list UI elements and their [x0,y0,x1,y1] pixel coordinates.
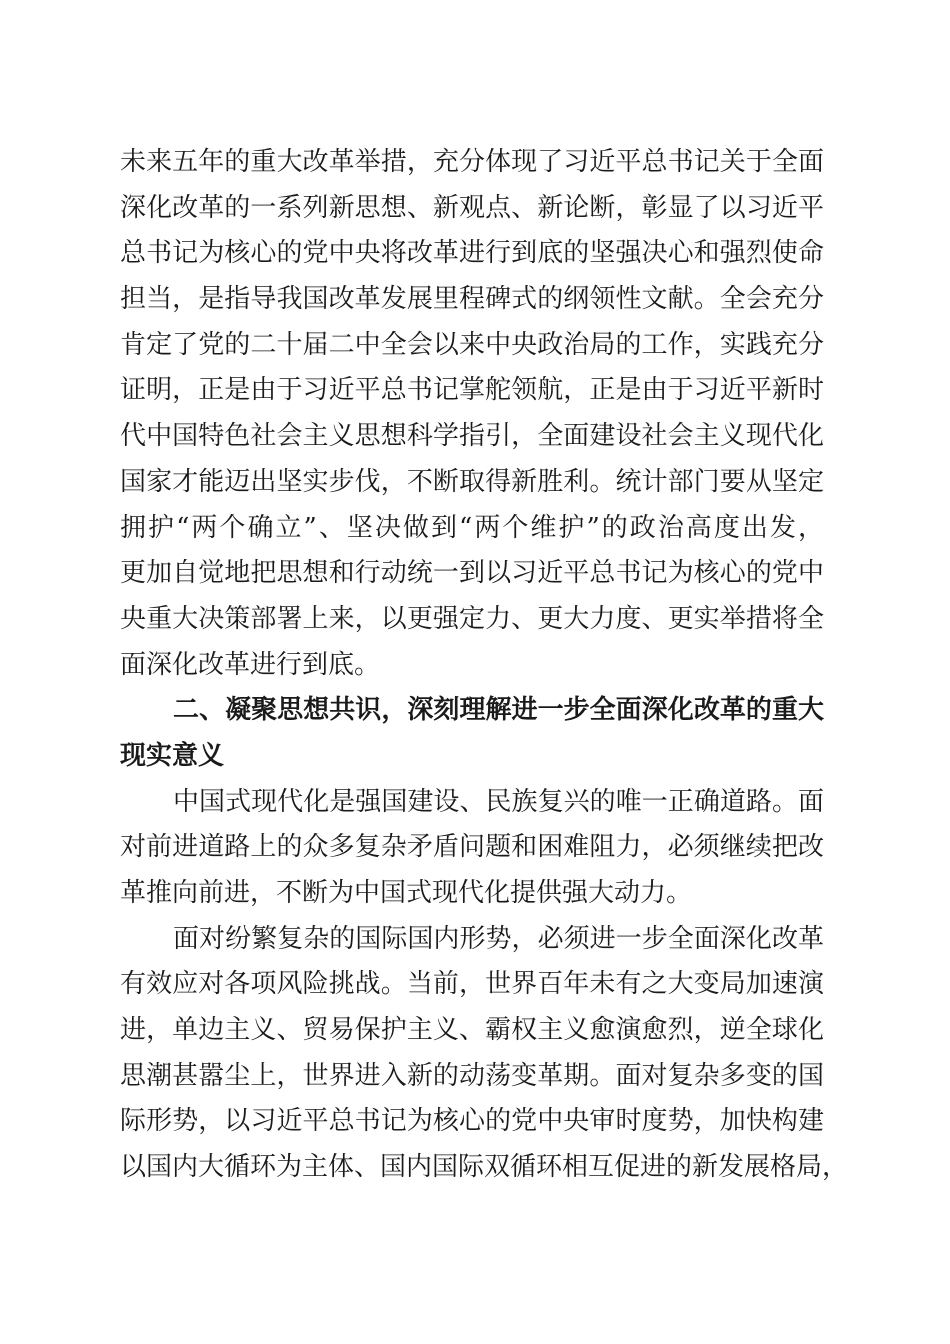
paragraph-line: 证明，正是由于习近平总书记掌舵领航，正是由于习近平新时 [120,375,824,406]
paragraph-line: 总书记为核心的党中央将改革进行到底的坚强决心和强烈使命 [120,238,824,269]
section-heading-line: 现实意义 [120,740,225,771]
paragraph-line: 深化改革的一系列新思想、新观点、新论断，彰显了以习近平 [120,192,824,223]
paragraph-line: 对前进道路上的众多复杂矛盾问题和困难阻力，必须继续把改 [120,832,824,863]
paragraph-line: 中国式现代化是强国建设、民族复兴的唯一正确道路。面 [173,786,824,817]
section-heading-line: 二、凝聚思想共识，深刻理解进一步全面深化改革的重大 [173,695,824,726]
paragraph-line: 面深化改革进行到底。 [120,649,381,680]
paragraph-line: 思潮甚嚣尘上，世界进入新的动荡变革期。面对复杂多变的国 [120,1060,824,1091]
paragraph-line: 拥护“两个确立”、坚决做到“两个维护”的政治高度出发， [120,512,824,543]
paragraph-line: 以国内大循环为主体、国内国际双循环相互促进的新发展格局， [120,1152,849,1183]
paragraph-line: 央重大决策部署上来，以更强定力、更大力度、更实举措将全 [120,603,824,634]
paragraph-line: 担当，是指导我国改革发展里程碑式的纲领性文献。全会充分 [120,284,824,315]
paragraph-line: 国家才能迈出坚实步伐，不断取得新胜利。统计部门要从坚定 [120,466,824,497]
paragraph-line: 有效应对各项风险挑战。当前，世界百年未有之大变局加速演 [120,969,824,1000]
paragraph-line: 际形势，以习近平总书记为核心的党中央审时度势，加快构建 [120,1106,824,1137]
paragraph-line: 代中国特色社会主义思想科学指引，全面建设社会主义现代化 [120,421,824,452]
paragraph-line: 面对纷繁复杂的国际国内形势，必须进一步全面深化改革 [173,923,824,954]
paragraph-line: 肯定了党的二十届二中全会以来中央政治局的工作，实践充分 [120,329,824,360]
document-body [120,140,849,1191]
paragraph-line: 进，单边主义、贸易保护主义、霸权主义愈演愈烈，逆全球化 [120,1015,824,1046]
paragraph-line: 革推向前进，不断为中国式现代化提供强大动力。 [120,878,693,908]
paragraph-line: 未来五年的重大改革举措，充分体现了习近平总书记关于全面 [120,147,824,177]
paragraph-line: 更加自觉地把思想和行动统一到以习近平总书记为核心的党中 [120,558,824,589]
